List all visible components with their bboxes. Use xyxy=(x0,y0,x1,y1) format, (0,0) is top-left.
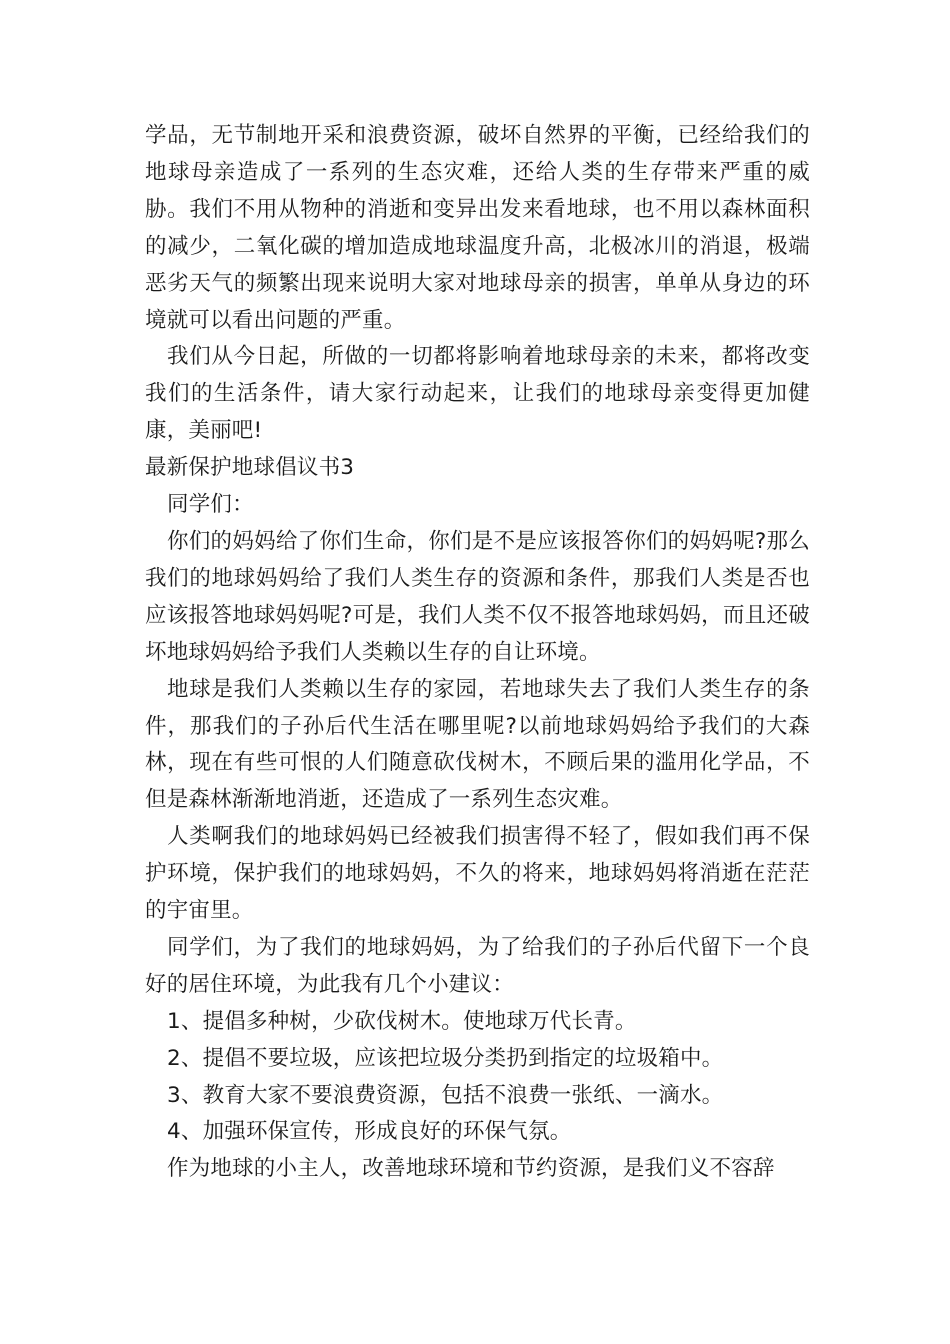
paragraph: 作为地球的小主人，改善地球环境和节约资源，是我们义不容辞 xyxy=(167,1156,775,1182)
paragraph: 你们的妈妈给了你们生命，你们是不是应该报答你们的妈妈呢?那么我们的地球妈妈给了我们人类生存的资源和条件，那我们人类是否也应该报答地球妈妈呢?可是，我们人类不仅不报答地球妈妈，而且还破坏地球妈妈给予我们人类赖以生存的自让环境。 xyxy=(145,528,810,665)
paragraph-continuation: 学品，无节制地开采和浪费资源，破坏自然界的平衡，已经给我们的地球母亲造成了一系列的生态灾难，还给人类的生存带来严重的威胁。我们不用从物种的消逝和变异出发来看地球，也不用以森林面积的减少，二氧化碳的增加造成地球温度升高，北极冰川的消退，极端恶劣天气的频繁出现来说明大家对地球母亲的损害，单单从身边的环境就可以看出问题的严重。 xyxy=(145,123,810,333)
list-item: 2、提倡不要垃圾，应该把垃圾分类扔到指定的垃圾箱中。 xyxy=(167,1045,724,1071)
list-item: 4、加强环保宣传，形成良好的环保气氛。 xyxy=(167,1119,572,1145)
paragraph: 我们从今日起，所做的一切都将影响着地球母亲的未来，都将改变我们的生活条件，请大家行动起来，让我们的地球母亲变得更加健康，美丽吧! xyxy=(145,344,810,444)
section-heading: 最新保护地球倡议书3 xyxy=(145,455,355,481)
paragraph: 人类啊我们的地球妈妈已经被我们损害得不轻了，假如我们再不保护环境，保护我们的地球妈妈，不久的将来，地球妈妈将消逝在茫茫的宇宙里。 xyxy=(145,824,810,924)
paragraph: 地球是我们人类赖以生存的家园，若地球失去了我们人类生存的条件，那我们的子孙后代生活在哪里呢?以前地球妈妈给予我们的大森林，现在有些可恨的人们随意砍伐树木，不顾后果的滥用化学品，不但是森林渐渐地消逝，还造成了一系列生态灾难。 xyxy=(145,676,810,813)
document-body xyxy=(145,118,810,1188)
salutation: 同学们： xyxy=(167,492,254,518)
paragraph: 同学们，为了我们的地球妈妈，为了给我们的子孙后代留下一个良好的居住环境，为此我有几个小建议： xyxy=(145,934,810,997)
list-item: 3、教育大家不要浪费资源，包括不浪费一张纸、一滴水。 xyxy=(167,1082,724,1108)
list-item: 1、提倡多种树，少砍伐树木。使地球万代长青。 xyxy=(167,1008,637,1034)
